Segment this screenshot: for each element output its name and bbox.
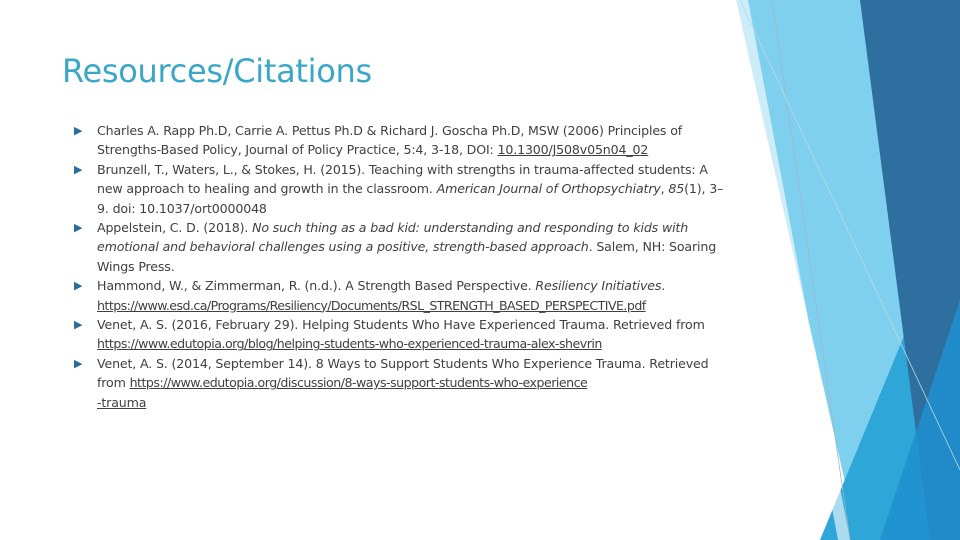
reference-item-2 <box>74 160 734 218</box>
doi-link[interactable]: 10.1300/J508v05n04_02 <box>497 142 649 158</box>
reference-item-3 <box>74 218 734 276</box>
reference-text: Venet, A. S. (2016, February 29). Helping Students Who Have Experienced Trauma. Retrieved from <box>97 317 705 333</box>
reference-text: Appelstein, C. D. (2018). <box>97 220 253 236</box>
book-title: No such thing as a bad kid: understanding and responding to kids with emotional and behavioral challenges using a positive, strength-based approach <box>97 220 689 255</box>
reference-list <box>74 121 734 412</box>
triangle-right-icon: ▶ <box>74 279 83 293</box>
reference-suffix: . Salem, NH: Soaring Wings Press. <box>97 239 717 274</box>
reference-item-5 <box>74 315 734 354</box>
reference-text: Hammond, W., & Zimmerman, R. (n.d.). A Strength Based Perspective. <box>97 278 536 294</box>
reference-text: Brunzell, T., Waters, L., & Stokes, H. (2015). Teaching with strengths in trauma-affected students: A new approach to healing and growth in the classroom. <box>97 161 708 197</box>
triangle-right-icon: ▶ <box>74 356 83 370</box>
article-link[interactable]: https://www.edutopia.org/blog/helping-students-who-experienced-trauma-alex-shevrin <box>97 336 602 352</box>
reference-text: Venet, A. S. (2014, September 14). 8 Ways to Support Students Who Experience Trauma. Retrieved from <box>97 355 709 391</box>
slide-title: Resources/Citations <box>62 52 372 90</box>
reference-item-6 <box>74 354 734 412</box>
discussion-link-part-2[interactable]: -trauma <box>97 394 147 410</box>
publisher-title: Resiliency Initiatives <box>535 278 662 294</box>
reference-text: Charles A. Rapp Ph.D, Carrie A. Pettus Ph.D & Richard J. Goscha Ph.D, MSW (2006) Principles of Strengths-Based Policy, Journal of Policy Practice, 5:4, 3-18, DOI: <box>97 123 683 158</box>
triangle-right-icon: ▶ <box>74 124 83 137</box>
reference-item-1 <box>74 121 734 160</box>
triangle-right-icon: ▶ <box>74 221 83 235</box>
reference-suffix: . <box>661 278 666 294</box>
reference-item-4 <box>74 276 734 315</box>
discussion-link-part-1[interactable]: https://www.edutopia.org/discussion/8-ways-support-students-who-experience <box>129 375 588 391</box>
pdf-link[interactable]: https://www.esd.ca/Programs/Resiliency/Documents/RSL_STRENGTH_BASED_PERSPECTIVE.pdf <box>97 297 646 313</box>
volume-number: 85 <box>668 181 685 197</box>
separator: , <box>660 181 669 197</box>
journal-title: American Journal of Orthopsychiatry <box>436 181 661 197</box>
discussion-link[interactable] <box>97 375 587 409</box>
triangle-right-icon: ▶ <box>74 318 83 332</box>
reference-suffix: (1), 3–9. doi: 10.1037/ort0000048 <box>97 181 724 216</box>
triangle-right-icon: ▶ <box>74 162 83 176</box>
